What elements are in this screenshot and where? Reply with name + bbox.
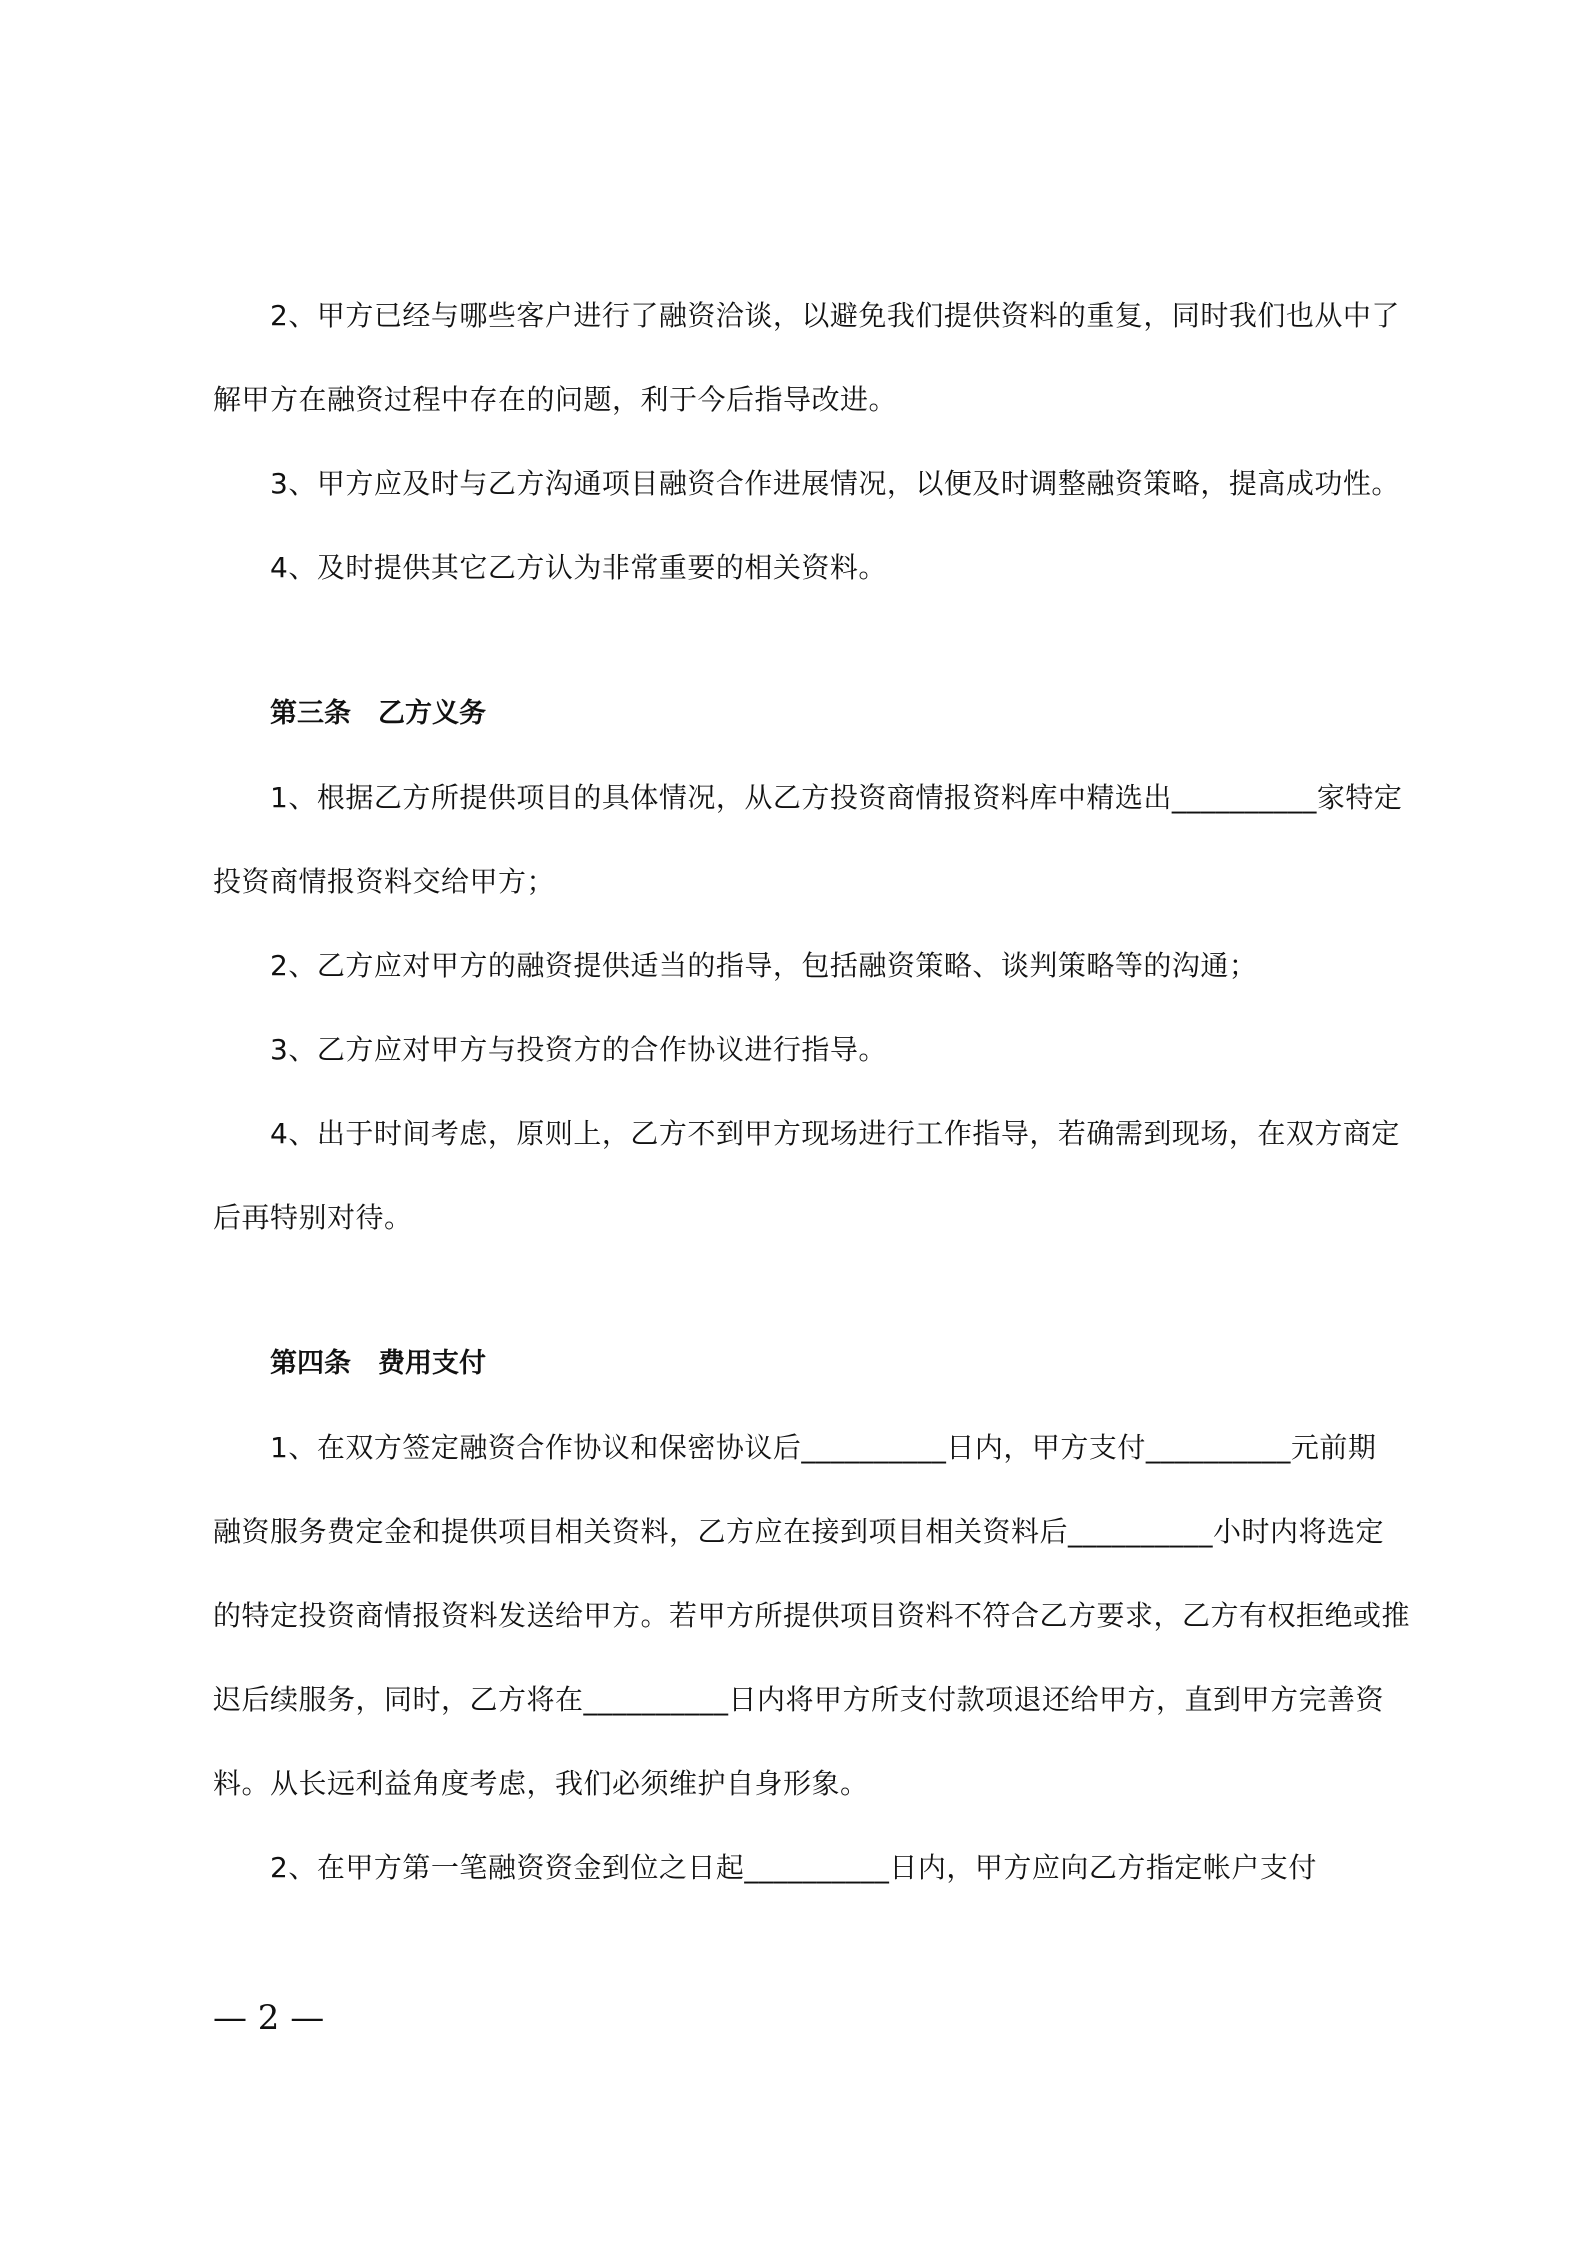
article-4-item-1-line-1: 1、在双方签定融资合作协议和保密协议后__________日内，甲方支付__________元前期 — [270, 1431, 1377, 1464]
article-3-item-4-line-2: 后再特别对待。 — [213, 1201, 413, 1234]
obligation-item-2-line-1: 2、甲方已经与哪些客户进行了融资洽谈，以避免我们提供资料的重复，同时我们也从中了 — [270, 299, 1400, 332]
article-4-item-1-line-5: 料。从长远利益角度考虑，我们必须维护自身形象。 — [213, 1767, 869, 1800]
article-3-item-4-line-1: 4、出于时间考虑，原则上，乙方不到甲方现场进行工作指导，若确需到现场，在双方商定 — [270, 1117, 1400, 1150]
obligation-item-4: 4、及时提供其它乙方认为非常重要的相关资料。 — [270, 551, 887, 584]
obligation-item-3: 3、甲方应及时与乙方沟通项目融资合作进展情况，以便及时调整融资策略，提高成功性。 — [270, 467, 1400, 500]
article-3-item-2: 2、乙方应对甲方的融资提供适当的指导，包括融资策略、谈判策略等的沟通； — [270, 949, 1258, 982]
article-3-heading: 第三条 乙方义务 — [270, 698, 486, 729]
article-3-item-1-line-1: 1、根据乙方所提供项目的具体情况，从乙方投资商情报资料库中精选出__________家特定 — [270, 781, 1403, 814]
article-4-item-2: 2、在甲方第一笔融资资金到位之日起__________日内，甲方应向乙方指定帐户支付 — [270, 1851, 1317, 1884]
article-3-item-3: 3、乙方应对甲方与投资方的合作协议进行指导。 — [270, 1033, 887, 1066]
article-4-item-1-line-4: 迟后续服务，同时，乙方将在__________日内将甲方所支付款项退还给甲方，直到甲方完善资 — [213, 1683, 1385, 1716]
article-4-heading: 第四条 费用支付 — [270, 1348, 486, 1379]
obligation-item-2-line-2: 解甲方在融资过程中存在的问题，利于今后指导改进。 — [213, 383, 898, 416]
article-3-item-1-line-2: 投资商情报资料交给甲方； — [213, 865, 556, 898]
page-number: — 2 — — [213, 1998, 325, 2038]
article-4-item-1-line-3: 的特定投资商情报资料发送给甲方。若甲方所提供项目资料不符合乙方要求，乙方有权拒绝或推 — [213, 1599, 1411, 1632]
article-4-item-1-line-2: 融资服务费定金和提供项目相关资料，乙方应在接到项目相关资料后__________小时内将选定 — [213, 1515, 1385, 1548]
